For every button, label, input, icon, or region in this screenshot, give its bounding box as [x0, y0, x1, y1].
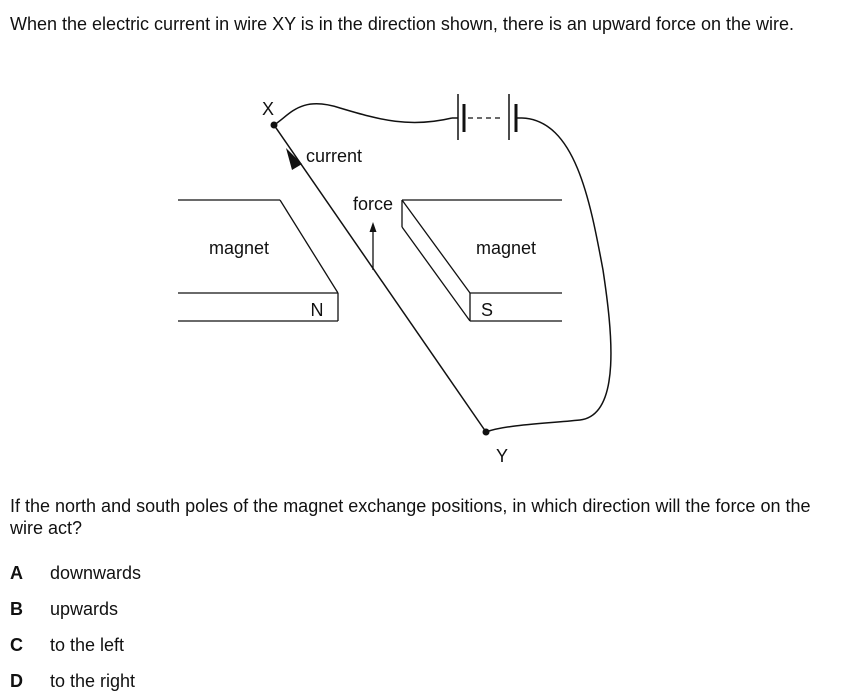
- option-letter: A: [10, 563, 23, 583]
- option-letter: D: [10, 671, 23, 691]
- option-b[interactable]: [10, 598, 118, 620]
- option-a[interactable]: [10, 562, 141, 584]
- option-letter: B: [10, 599, 23, 619]
- option-text: downwards: [50, 563, 142, 583]
- current-arrow-icon: [286, 148, 302, 170]
- option-letter: C: [10, 635, 23, 655]
- option-d[interactable]: [10, 670, 135, 692]
- point-y-dot: [483, 429, 490, 436]
- force-arrow-icon: [370, 222, 377, 270]
- label-magnet-right: magnet: [475, 238, 537, 258]
- label-magnet-left: magnet: [208, 238, 270, 258]
- battery-icon: [458, 94, 516, 140]
- question-intro: When the electric current in wire XY is in the direction shown, there is an upward force on the wire.: [10, 14, 795, 34]
- label-x: X: [261, 99, 275, 119]
- label-y: Y: [495, 446, 509, 466]
- label-pole-s: S: [480, 300, 494, 320]
- point-x-dot: [271, 122, 278, 129]
- label-force: force: [352, 194, 394, 214]
- label-pole-n: N: [310, 300, 324, 320]
- option-text: to the left: [50, 635, 125, 655]
- label-current: current: [306, 146, 363, 166]
- question-prompt: If the north and south poles of the magnet exchange positions, in which direction will the force on the wire act?: [10, 496, 811, 538]
- option-c[interactable]: [10, 634, 124, 656]
- option-text: upwards: [50, 599, 119, 619]
- option-text: to the right: [50, 671, 136, 691]
